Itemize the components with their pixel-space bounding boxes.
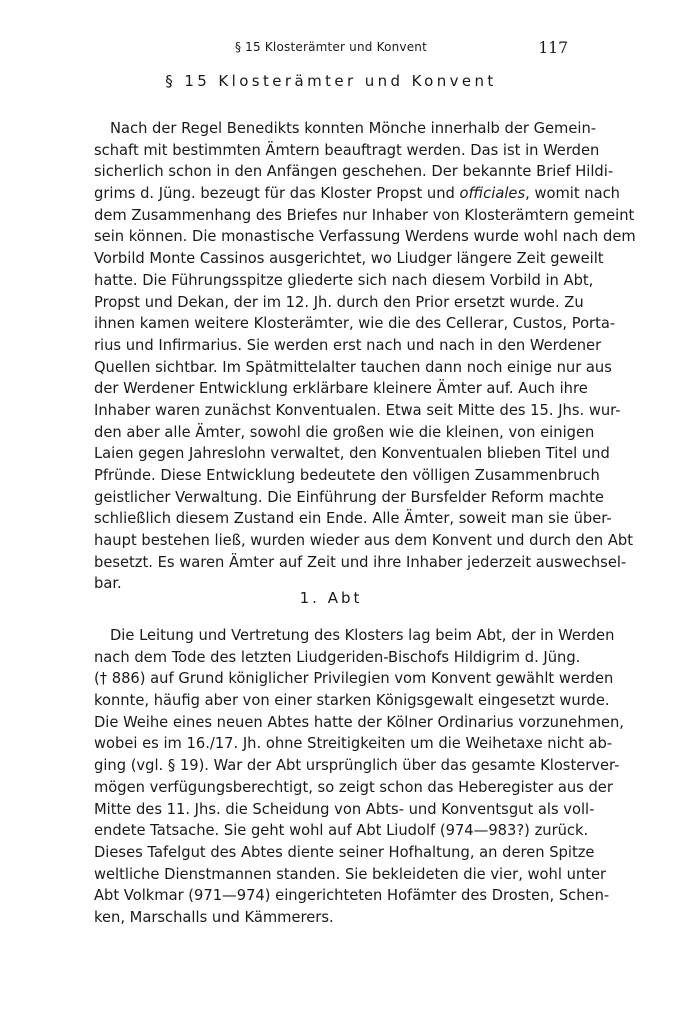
text-line: rius und Infirmarius. Sie werden erst nach und nach in den Werdener — [94, 336, 602, 354]
text-line: Laien gegen Jahreslohn verwaltet, den Konventualen blieben Titel und — [94, 445, 610, 463]
text-line: bar. — [94, 575, 122, 593]
text-line: konnte, häufig aber von einer starken Königsgewalt eingesetzt wurde. — [94, 692, 610, 710]
running-head — [94, 40, 568, 60]
text-line: Abt Volkmar (971—974) eingerichteten Hofämter des Drosten, Schen- — [94, 887, 610, 905]
running-title: § 15 Klosterämter und Konvent — [234, 40, 428, 54]
text-line: schließlich diesem Zustand ein Ende. Alle Ämter, soweit man sie über- — [94, 510, 612, 528]
text-line: Pfründe. Diese Entwicklung bedeutete den völligen Zusammenbruch — [94, 467, 600, 484]
text-line: sein können. Die monastische Verfassung Werdens wurde wohl nach dem — [94, 228, 636, 246]
page-number: 117 — [538, 39, 568, 57]
section-heading: § 15 Klosterämter und Konvent — [165, 72, 497, 90]
text-line: Propst und Dekan, der im 12. Jh. durch den Prior ersetzt wurde. Zu — [94, 293, 584, 311]
text-line: Quellen sichtbar. Im Spätmittelalter tauchen dann noch einige nur aus — [94, 358, 612, 376]
text-line: Dieses Tafelgut des Abtes diente seiner Hofhaltung, an deren Spitze — [94, 843, 595, 861]
text-line: geistlicher Verwaltung. Die Einführung der Bursfelder Reform machte — [94, 488, 604, 506]
text-line: nach dem Tode des letzten Liudgeriden-Bischofs Hildigrim d. Jüng. — [94, 648, 581, 666]
text-line: Vorbild Monte Cassinos ausgerichtet, wo Liudger längere Zeit geweilt — [94, 250, 604, 268]
text-line: ging (vgl. § 19). War der Abt ursprünglich über das gesamte Klosterver- — [94, 757, 620, 775]
text-segment: grims d. Jüng. bezeugt für das Kloster Propst und — [94, 185, 455, 203]
text-line: den aber alle Ämter, sowohl die großen wie die kleinen, von einigen — [94, 423, 595, 441]
italic-term: officiales — [459, 185, 526, 203]
text-line: dem Zusammenhang des Briefes nur Inhaber von Klosterämtern gemeint — [94, 206, 635, 224]
text-line: weltliche Dienstmannen standen. Sie bekleideten die vier, wohl unter — [94, 865, 607, 883]
text-line: Mitte des 11. Jhs. die Scheidung von Abts- und Konventsgut als voll- — [94, 800, 595, 818]
text-line: ihnen kamen weitere Klosterämter, wie die des Cellerar, Custos, Porta- — [94, 315, 616, 333]
text-line: schaft mit bestimmten Ämtern beauftragt werden. Das ist in Werden — [94, 141, 600, 159]
text-segment: , womit nach — [525, 185, 620, 203]
text-line: sicherlich schon in den Anfängen geschehen. Der bekannte Brief Hildi- — [94, 163, 614, 181]
text-line: hatte. Die Führungsspitze gliederte sich nach diesem Vorbild in Abt, — [94, 271, 594, 289]
text-line: haupt bestehen ließ, wurden wieder aus dem Konvent und durch den Abt — [94, 532, 634, 550]
text-line: besetzt. Es waren Ämter auf Zeit und ihre Inhaber jederzeit auswechsel- — [94, 553, 627, 571]
text-line — [94, 183, 620, 205]
paragraph-intro — [94, 118, 636, 595]
text-line: wobei es im 16./17. Jh. ohne Streitigkeiten um die Weihetaxe nicht ab- — [94, 735, 613, 753]
subsection-heading: 1. Abt — [299, 589, 363, 607]
text-line: Nach der Regel Benedikts konnten Mönche innerhalb der Gemein- — [110, 120, 597, 137]
text-line: Die Leitung und Vertretung des Klosters lag beim Abt, der in Werden — [110, 627, 615, 644]
text-line: mögen verfügungsberechtigt, so zeigt schon das Heberegister aus der — [94, 778, 613, 796]
text-line: endete Tatsache. Sie geht wohl auf Abt Liudolf (974—983?) zurück. — [94, 822, 589, 840]
text-line: der Werdener Entwicklung erklärbare kleinere Ämter auf. Auch ihre — [94, 380, 588, 398]
text-line: († 886) auf Grund königlicher Privilegien vom Konvent gewählt werden — [94, 670, 614, 688]
text-line: ken, Marschalls und Kämmerers. — [94, 908, 334, 926]
paragraph-abt — [94, 625, 624, 929]
text-line: Die Weihe eines neuen Abtes hatte der Kölner Ordinarius vorzunehmen, — [94, 713, 624, 731]
text-line: Inhaber waren zunächst Konventualen. Etwa seit Mitte des 15. Jhs. wur- — [94, 401, 621, 419]
